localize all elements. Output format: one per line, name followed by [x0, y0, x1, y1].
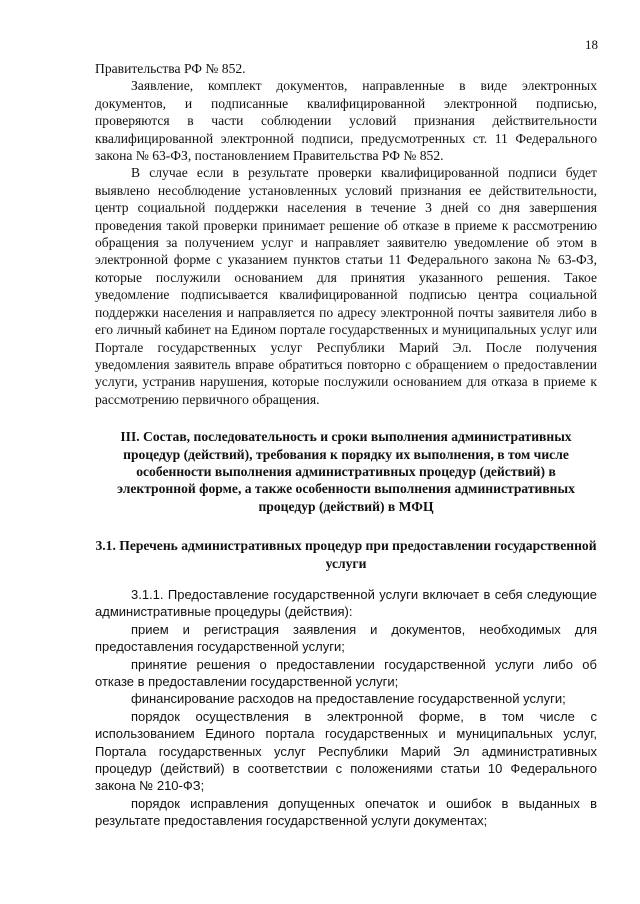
list-item: прием и регистрация заявления и документов, необходимых для предоставления государственной услуги;: [95, 621, 597, 655]
page-number: 18: [585, 37, 598, 52]
section-heading: III. Состав, последовательность и сроки выполнения административных процедур (действий), требования к порядку их выполнения, в том числе особенности выполнения административных процедур (действий) в электронной форме, а также особенности выполнения административных процедур (действий) в МФЦ: [117, 429, 575, 514]
paragraph-continuation: Правительства РФ № 852.: [95, 61, 246, 76]
list-item: финансирование расходов на предоставление государственной услуги;: [131, 691, 566, 707]
list-item: порядок исправления допущенных опечаток и ошибок в выданных в результате предоставления государственной услуги документах;: [95, 795, 597, 829]
subsection-heading: 3.1. Перечень административных процедур при предоставлении государственной услуги: [95, 538, 597, 571]
list-item: принятие решения о предоставлении государственной услуги либо об отказе в предоставлении государственной услуги;: [95, 656, 597, 689]
paragraph-refusal-notice: В случае если в результате проверки квалифицированной подписи будет выявлено несоблюдение установленных условий признания ее действительности, центр социальной поддержки населения в течение 3 дней со дня завершения проведения такой проверки принимает решение об отказе в приеме к рассмотрению обращения за получением услуг и направляет заявителю уведомление об этом в электронной форме с указанием пунктов статьи 11 Федерального закона № 63-ФЗ, которые послужили основанием для принятия указанного решения. Такое уведомление подписывается квалифицированной подписью центра социальной поддержки населения и направляется по адресу электронной почты заявителя либо в его личный кабинет на Едином портале государственных и муниципальных услуг или Портале государственных услуг Республики Марий Эл. После получения уведомления заявитель вправе обратиться повторно с обращением о предоставлении услуги, устранив нарушения, которые послужили основанием для отказа в приеме к рассмотрению первичного обращения.: [95, 165, 597, 407]
procedure-list: [95, 586, 597, 830]
list-item: порядок осуществления в электронной форме, в том числе с использованием Единого портала государственных и муниципальных услуг, Портала государственных услуг Республики Марий Эл административных процедур (действий) в соответствии с положениями статьи 10 Федерального закона № 210-ФЗ;: [95, 708, 597, 794]
list-intro: 3.1.1. Предоставление государственной услуги включает в себя следующие административные процедуры (действия):: [95, 586, 597, 620]
paragraph-signature-check: Заявление, комплект документов, направленные в виде электронных документов, и подписанные квалифицированной электронной подписью, проверяются в части соблюдении условий признания действительности квалифицированной электронной подписи, предусмотренных ст. 11 Федерального закона № 63-ФЗ, постановлением Правительства РФ № 852.: [95, 78, 597, 164]
document-body: [95, 60, 597, 830]
